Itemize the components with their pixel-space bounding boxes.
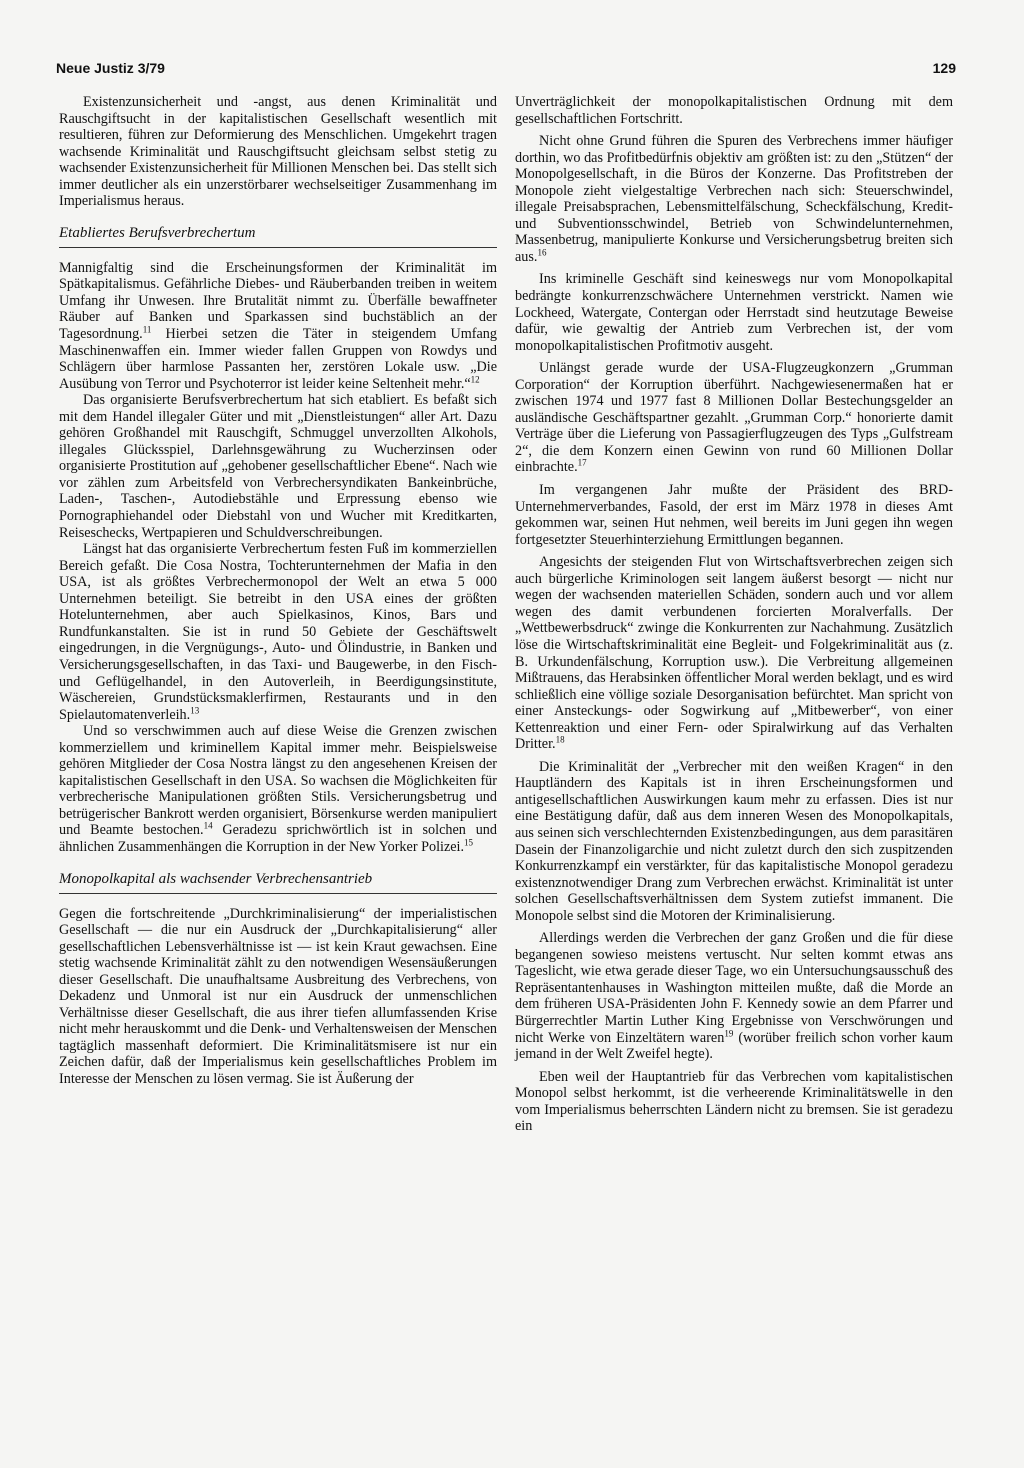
footnote-marker: 18	[555, 734, 565, 745]
right-column	[515, 94, 953, 1135]
section-heading: Etabliertes Berufsverbrechertum	[59, 224, 256, 241]
section-heading: Monopolkapital als wachsender Verbrechensantrieb	[59, 870, 373, 887]
paragraph: Unverträglichkeit der monopolkapitalistischen Ordnung mit dem gesellschaftlichen Fortschritt.	[515, 94, 953, 127]
paragraph-text: Nicht ohne Grund führen die Spuren des Verbrechens immer häufiger dorthin, wo das Profitbedürfnis objektiv am größten ist: zu den „Stützen“ der Monopolgesellschaft, in die Büros der Konzerne. Das Profitstreben der Monopole zieht vielgestaltige Verbrechen nach sich: Steuerschwindel, illegale Preisabsprachen, Lebensmittelfälschung, Scheckfälschung, Kredit- und Subventionsschwindel, Betrieb von Schwindelunternehmen, Massenbetrug, manipulierte Konkurse und Versicherungsbetrug breiten sich aus.	[515, 133, 953, 265]
paragraph-text: Hierbei setzen die Täter in steigendem Umfang Maschinenwaffen ein. Immer wieder fallen Gruppen von Rowdys und Schlägern über harmlose Passanten her, zerstören Lokale usw. „Die Ausübung von Terror und Psychoterror ist leider keine Seltenheit mehr.“	[59, 326, 497, 392]
paragraph-text: Geradezu sprichwörtlich ist in solchen und ähnlichen Zusammenhängen die Korruption in der New Yorker Polizei.	[59, 822, 497, 855]
paragraph: Das organisierte Berufsverbrechertum hat sich etabliert. Es befaßt sich mit dem Handel illegaler Güter und mit „Dienstleistungen“ aller Art. Dazu gehören Großhandel mit Rauschgift, Schmuggel unverzollten Alkohols, illegales Glücksspiel, Darlehnsgewährung zu Wucherzinsen oder organisierte Prostitution auf „gehobener gesellschaftlicher Ebene“. Nach wie vor zählen zum Arbeitsfeld von Verbrechersyndikaten Bankeinbrüche, Laden-, Taschen-, Autodiebstähle und Erpressung ebenso wie Pornographiehandel oder Diebstahl von und Wucher mit Kreditkarten, Reiseschecks, Wertpapieren und Schuldverschreibungen.	[59, 392, 497, 541]
paragraph	[59, 260, 497, 392]
footnote-marker: 14	[203, 820, 213, 831]
paragraph: Eben weil der Hauptantrieb für das Verbrechen vom kapitalistischen Monopol selbst herkommt, ist die verheerende Kriminalitätswelle in den vom Imperialismus beherrschten Ländern nicht zu bremsen. Sie ist geradezu ein	[515, 1068, 953, 1135]
paragraph-text: Mannigfaltig sind die Erscheinungsformen der Kriminalität im Spätkapitalismus. Gefährliche Diebes- und Räuberbanden treiben in weitem Umfang ihr Unwesen. Ihre Brutalität nimmt zu. Überfälle bewaffneter Räuber auf Banken und Sparkassen sind buchstäblich an der Tagesordnung.	[59, 259, 497, 343]
paragraph	[515, 360, 953, 476]
footnote-marker: 12	[470, 373, 480, 384]
section-heading-rule	[59, 220, 497, 248]
section-heading-rule	[59, 866, 497, 894]
paragraph	[59, 541, 497, 723]
journal-title: Neue Justiz 3/79	[56, 60, 165, 76]
footnote-marker: 13	[190, 704, 200, 715]
footnote-marker: 11	[142, 324, 152, 335]
paragraph-text: (worüber freilich schon vorher kaum jemand in der Welt Zweifel hegte).	[515, 1029, 953, 1063]
page-header	[56, 58, 956, 80]
paragraph: Gegen die fortschreitende „Durchkriminalisierung“ der imperialistischen Gesellschaft — die nur ein Ausdruck der „Durchkapitalisierung“ aller gesellschaftlichen Lebensverhältnisse ist — ist kein Kraut gewachsen. Eine stetig wachsende Kriminalität zählt zu den notwendigen Wesensäußerungen dieser Gesellschaft. Die unaufhaltsame Ausbreitung des Verbrechens, von Dekadenz und Unmoral ist nur ein Ausdruck der unmenschlichen Verhältnisse dieser Gesellschaft, die aus ihrer tiefen allumfassenden Krise nicht mehr herauskommt und die Denk- und Verhaltensweisen der Menschen tagtäglich massenhaft deformiert. Die Kriminalitätsmisere ist nur ein Zeichen dafür, daß der Imperialismus kein gesellschaftliches Problem im Interesse der Menschen zu lösen vermag. Sie ist Äußerung der	[59, 905, 497, 1087]
paragraph-text: Allerdings werden die Verbrechen der ganz Großen und die für diese begangenen sowieso meistens vertuscht. Nur selten kommt etwas ans Tageslicht, wie etwa gerade dieser Tage, wo ein Untersuchungsausschuß des Repräsentantenhauses in Washington mitteilen mußte, daß die Morde an dem früheren USA-Präsidenten John F. Kennedy sowie an dem Pfarrer und Bürgerrechtler Martin Luther King Ergebnisse von Verschwörungen und nicht Werke von Einzeltätern waren	[515, 930, 953, 1046]
paragraph: Im vergangenen Jahr mußte der Präsident des BRD-Unternehmerverbandes, Fasold, der erst im März 1978 in dieses Amt gekommen war, seinen Hut nehmen, weil bereits im Juni gegen ihn wegen fortgesetzter Steuerhinterziehung Ermittlungen begannen.	[515, 482, 953, 548]
paragraph	[515, 930, 953, 1062]
paragraph	[515, 133, 953, 265]
left-column	[59, 94, 497, 1088]
footnote-marker: 16	[537, 247, 547, 258]
paragraph-text: Und so verschwimmen auch auf diese Weise die Grenzen zwischen kommerziellem und kriminellem Kapital immer mehr. Beispielsweise gehören Mitglieder der Cosa Nostra längst zu den angesehenen Kreisen der kapitalistischen Gesellschaft in den USA. So wachsen die Möglichkeiten für verbrecherische Manipulationen größten Stils. Versicherungsbetrug und betrügerischer Bankrott werden organisiert, Börsenkurse werden manipuliert und Beamte bestochen.	[59, 723, 497, 839]
paragraph-text: Angesichts der steigenden Flut von Wirtschaftsverbrechen zeigen sich auch bürgerliche Kriminologen seit langem äußerst besorgt — nicht nur wegen der wachsenden materiellen Schäden, sondern auch und vor allem wegen des damit verbundenen forcierten Moralverfalls. Der „Wettbewerbsdruck“ zwinge die Konkurrenten zur Nachahmung. Zusätzlich löse die Wirtschaftskriminalität eine Begleit- und Folgekriminalität aus (z. B. Urkundenfälschung, Korruption usw.). Die Verbreitung allgemeinen Mißtrauens, das Herabsinken öffentlicher Moral werden beklagt, und es wird schließlich eine völlige soziale Desorganisation befürchtet. Man spricht von einer Ansteckungs- oder Sogwirkung auf „Mitbewerber“, von einer Kettenreaktion und einer Fern- oder Spiralwirkung auf das Verhalten Dritter.	[515, 554, 953, 753]
paragraph-text: Längst hat das organisierte Verbrechertum festen Fuß im kommerziellen Bereich gefaßt. Die Cosa Nostra, Tochterunternehmen der Mafia in den USA, ist als größtes Verbrechermonopol der Welt an etwa 5 000 Unternehmen beteiligt. Sie betreibt in den USA eines der größten Hotelunternehmen, aber auch Spielkasinos, Kinos, Bars und Rundfunkanstalten. Sie ist in rund 50 Gebiete der Geschäftswelt eingedrungen, in die Vergnügungs-, Auto- und Ölindustrie, in Banken und Versicherungsgesellschaften, in das Taxi- und Baugewerbe, in den Fisch- und Geflügelhandel, in den Autoverleih, in Beerdigungsinstitute, Wäschereien, Grundstücksmaklerfirmen, Restaurants und in den Spielautomatenverleih.	[59, 541, 497, 723]
paragraph-text: Unlängst gerade wurde der USA-Flugzeugkonzern „Grumman Corporation“ der Korruption überführt. Nachgewiesenermaßen hat er zwischen 1974 und 1977 fast 8 Millionen Dollar Bestechungsgelder an ausländische Geschäftspartner gezahlt. „Grumman Corp.“ honorierte damit Verträge über die Lieferung von Passagierflugzeugen des Typs „Gulfstream 2“, die dem Konzern einen Gewinn von rund 60 Millionen Dollar einbrachte.	[515, 360, 953, 476]
paragraph: Ins kriminelle Geschäft sind keineswegs nur vom Monopolkapital bedrängte konkurrenzschwächere Unternehmen verstrickt. Namen wie Lockheed, Watergate, Contergan oder Herrstadt sind heutzutage Beweise dafür, wie gewaltig der Antrieb zum Verbrechen ist, der vom monopolkapitalistischen Profitmotiv ausgeht.	[515, 271, 953, 354]
page-number: 129	[932, 60, 956, 76]
paragraph: Existenzunsicherheit und -angst, aus denen Kriminalität und Rauschgiftsucht in der kapitalistischen Gesellschaft wesentlich mit resultieren, führen zur Deformierung des Menschlichen. Umgekehrt tragen wachsende Kriminalität und Rauschgiftsucht gleichsam selbst stetig zu wachsender Existenzunsicherheit für Millionen Menschen bei. Das stellt sich immer deutlicher als ein unzerstörbarer wechselseitiger Zusammenhang im Imperialismus heraus.	[59, 94, 497, 210]
paragraph	[59, 723, 497, 855]
paragraph	[515, 554, 953, 753]
footnote-marker: 19	[724, 1027, 734, 1038]
footnote-marker: 17	[577, 457, 587, 468]
footnote-marker: 15	[464, 837, 474, 848]
paragraph: Die Kriminalität der „Verbrecher mit den weißen Kragen“ in den Hauptländern des Kapitals ist in ihren Erscheinungsformen und antigesellschaftlichen Auswirkungen kaum mehr zu erfassen. Dies ist nur eine Bestätigung dafür, daß aus dem inneren Wesen des Monopolkapitals, aus seinen sich verschlechternden Existenzbedingungen, aus dem parasitären Dasein der Finanzoligarchie und nicht zuletzt durch den sich zuspitzenden Konkurrenzkampf ein verstärkter, für das kapitalistische Monopol geradezu existenznotwendiger Drang zum Verbrechen erwächst. Kriminalität ist unter solchen Gesellschaftsverhältnissen dem System zutiefst immanent. Die Monopole selbst sind die Motoren der Kriminalisierung.	[515, 758, 953, 924]
